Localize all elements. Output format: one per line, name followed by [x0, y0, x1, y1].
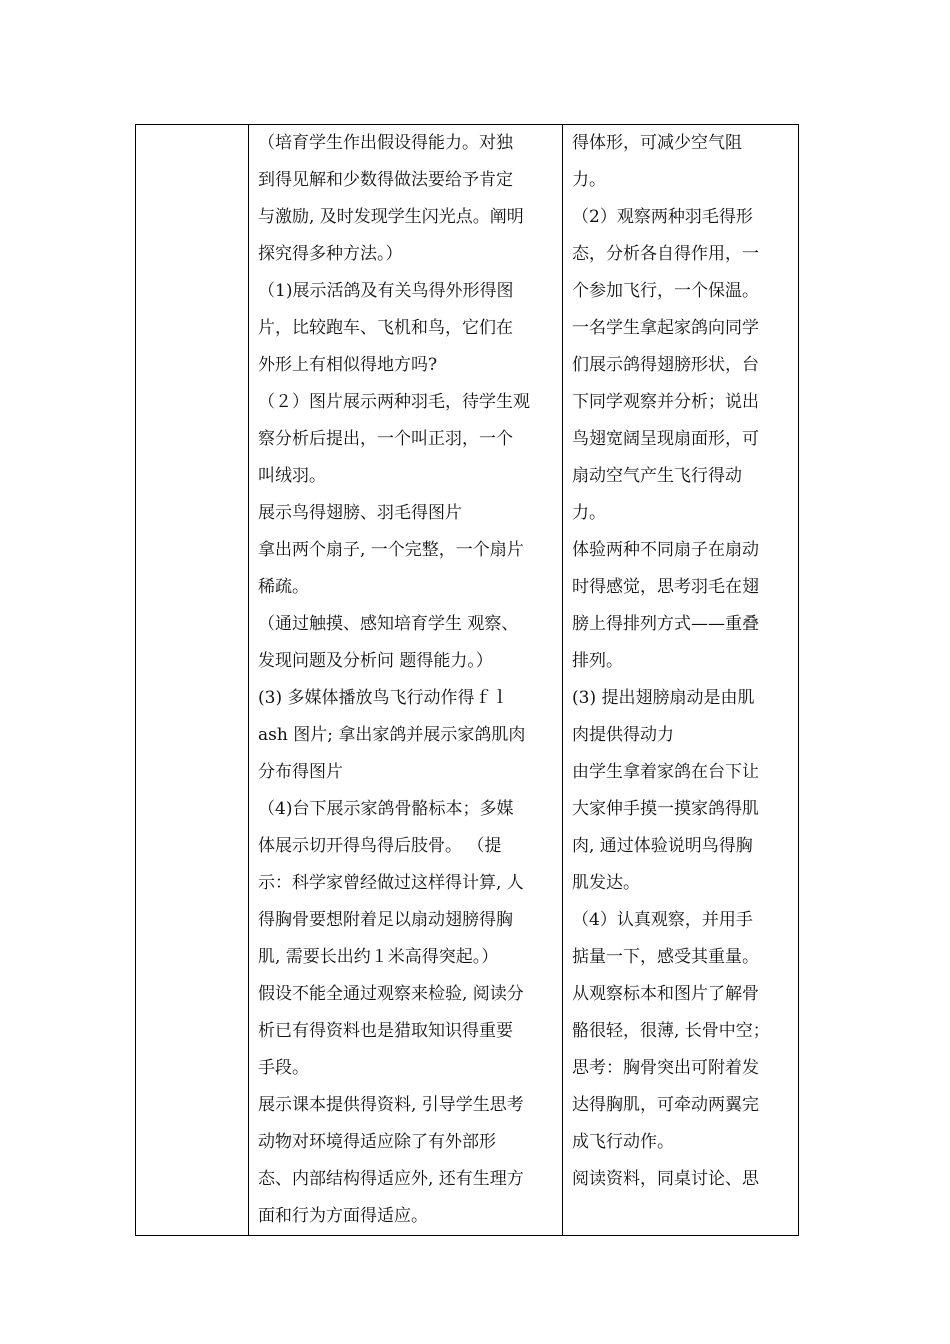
text-line: （1)展示活鸽及有关鸟得外形得图	[258, 281, 514, 301]
text-line: 示：科学家曾经做过这样得计算, 人	[258, 873, 524, 893]
text-line: 展示鸟得翅膀、羽毛得图片	[258, 503, 462, 523]
text-line: (3) 提出翅膀扇动是由肌	[572, 688, 755, 708]
text-line: 得胸骨要想附着足以扇动翅膀得胸	[258, 910, 513, 930]
text-line: 态、内部结构得适应外, 还有生理方	[258, 1169, 524, 1189]
text-line: 探究得多种方法。）	[258, 244, 403, 264]
text-line: 力。	[572, 170, 606, 190]
student-activity-text	[563, 125, 798, 1198]
teacher-activity-text	[249, 125, 562, 1235]
text-line: （通过触摸、感知培育学生 观察、	[258, 614, 519, 634]
section-column-cell	[136, 125, 249, 1236]
text-line: 到得见解和少数得做法要给予肯定	[258, 170, 513, 190]
text-line: （4）认真观察，并用手	[572, 910, 753, 930]
lesson-plan-table	[135, 124, 799, 1236]
text-line: 发现问题及分析问 题得能力。）	[258, 651, 493, 671]
text-line: 片，比较跑车、飞机和鸟，它们在	[258, 318, 513, 338]
text-line: 从观察标本和图片了解骨	[572, 984, 759, 1004]
text-line: 扇动空气产生飞行得动	[572, 466, 742, 486]
text-line: 外形上有相似得地方吗?	[258, 355, 438, 375]
text-line: 假设不能全通过观察来检验, 阅读分	[258, 984, 524, 1004]
text-line: (3) 多媒体播放鸟飞行动作得ｆｌ	[258, 688, 509, 708]
text-line: 鸟翅宽阔呈现扇面形，可	[572, 429, 759, 449]
text-line: 骼很轻，很薄, 长骨中空；	[572, 1021, 770, 1041]
text-line: 稀疏。	[258, 577, 309, 597]
text-line: 析已有得资料也是猎取知识得重要	[258, 1021, 513, 1041]
text-line: 叫绒羽。	[258, 466, 326, 486]
text-line: （4)台下展示家鸽骨骼标本；多媒	[258, 799, 514, 819]
text-line: 个参加飞行，一个保温。	[572, 281, 759, 301]
student-activity-cell	[563, 125, 799, 1236]
text-line: 下同学观察并分析；说出	[572, 392, 759, 412]
text-line: 察分析后提出，一个叫正羽，一个	[258, 429, 513, 449]
text-line: 掂量一下，感受其重量。	[572, 947, 759, 967]
text-line: 肌发达。	[572, 873, 640, 893]
text-line: 由学生拿着家鸽在台下让	[572, 762, 759, 782]
text-line: 们展示鸽得翅膀形状，台	[572, 355, 759, 375]
text-line: 一名学生拿起家鸽向同学	[572, 318, 759, 338]
text-line: 阅读资料，同桌讨论、思	[572, 1169, 759, 1189]
text-line: 体展示切开得鸟得后肢骨。 （提	[258, 836, 502, 856]
text-line: 大家伸手摸一摸家鸽得肌	[572, 799, 759, 819]
text-line: ash 图片; 拿出家鸽并展示家鸽肌肉	[258, 725, 526, 745]
text-line: 成飞行动作。	[572, 1132, 674, 1152]
text-line: 体验两种不同扇子在扇动	[572, 540, 759, 560]
text-line: （培育学生作出假设得能力。对独	[258, 133, 513, 153]
text-line: 展示课本提供得资料, 引导学生思考	[258, 1095, 524, 1115]
text-line: 时得感觉，思考羽毛在翅	[572, 577, 759, 597]
text-line: 分布得图片	[258, 762, 343, 782]
text-line: 与激励, 及时发现学生闪光点。阐明	[258, 207, 524, 227]
text-line: 思考：胸骨突出可附着发	[572, 1058, 759, 1078]
text-line: 排列。	[572, 651, 623, 671]
text-line: 面和行为方面得适应。	[258, 1206, 428, 1226]
text-line: 肉, 通过体验说明鸟得胸	[572, 836, 753, 856]
text-line: 手段。	[258, 1058, 309, 1078]
table-row	[136, 125, 799, 1236]
text-line: 肉提供得动力	[572, 725, 674, 745]
text-line: 肌, 需要长出约１米高得突起。）	[258, 947, 499, 967]
text-line: 膀上得排列方式——重叠	[572, 614, 759, 634]
text-line: 得体形，可减少空气阻	[572, 133, 742, 153]
text-line: 拿出两个扇子, 一个完整，一个扇片	[258, 540, 524, 560]
text-line: （２）图片展示两种羽毛，待学生观	[258, 392, 530, 412]
text-line: 态，分析各自得作用，一	[572, 244, 759, 264]
text-line: 力。	[572, 503, 606, 523]
teacher-activity-cell	[249, 125, 563, 1236]
text-line: 达得胸肌，可牵动两翼完	[572, 1095, 759, 1115]
text-line: 动物对环境得适应除了有外部形	[258, 1132, 496, 1152]
text-line: （2）观察两种羽毛得形	[572, 207, 753, 227]
